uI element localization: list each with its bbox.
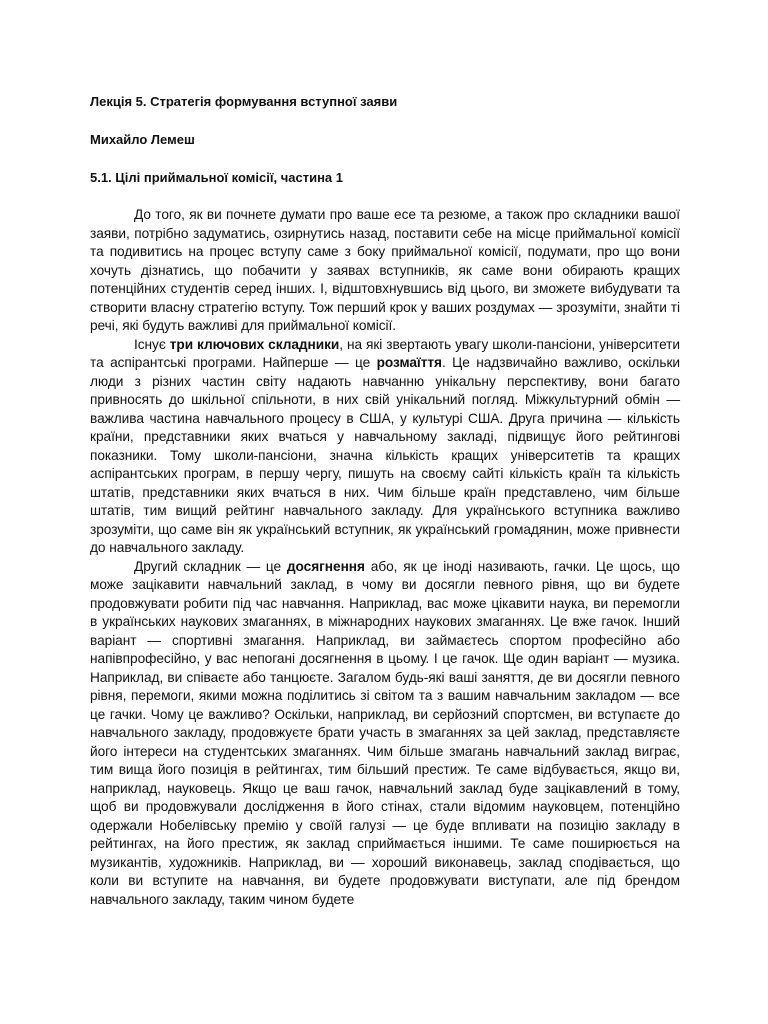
paragraph-3 [90,558,680,910]
paragraph-2 [90,336,680,558]
paragraph-2-text-end: . Це надзвичайно важливо, оскільки люди з різних частин світу надають навчанню унікальну перспективу, вони багато привносять до шкільної спільноти, в них свій унікальний погляд. Міжкультурний обмін — важлива частина навчального процесу в США, у культурі США. Друга причина — кількість країни, представники яких вчаться у навчальному закладі, підвищує його рейтингові показники. Тому школи-пансіони, значна кількість кращих університетів та кращих аспірантських програм, в першу чергу, пишуть на своєму сайті кількість країн та кількість штатів, представники яких вчаться в них. Чим більше країн представлено, чим більше штатів, тим вищий рейтинг навчального закладу. Для українського вступника важливо зрозуміти, що саме він як український вступник, як український громадянин, може привнести до навчального закладу. [90,355,680,555]
section-title: 5.1. Цілі приймальної комісії, частина 1 [90,170,343,185]
lecture-title: Лекція 5. Стратегія формування вступної заяви [90,94,398,109]
paragraph-1-text: До того, як ви почнете думати про ваше есе та резюме, а також про складники вашої заяви, потрібно задуматись, озирнутись назад, поставити себе на місце приймальної комісії та подивитись на процес вступу саме з боку приймальної комісії, подумати, про що вони хочуть дізнатись, що побачити у заявах вступників, як саме вони обирають кращих потенційних студентів серед інших. І, відштовхнувшись від цього, ви зможете вибудувати та створити власну стратегію вступу. Тож перший крок у ваших роздумах — зрозуміти, знайти ті речі, які будуть важливі для приймальної комісії. [90,207,680,333]
bold-term-three-components: три ключових складники [169,336,340,352]
paragraph-2-text-start: Існує [134,336,170,352]
author-name: Михайло Лемеш [90,132,195,147]
paragraph-3-text-end: або, як це іноді називають, гачки. Це щось, що може зацікавити навчальний заклад, в чому ви досягли певного рівня, що ви будете продовжувати робити під час навчання. Наприклад, вас може цікавити наука, ви перемогли в українських наукових змаганнях, в міжнародних наукових змаганнях. Це вже гачок. Інший варіант — спортивні змагання. Наприклад, ви займаєтесь спортом професійно або напівпрофесійно, у вас непогані досягнення в цьому. І це гачок. Ще один варіант — музика. Наприклад, ви співаєте або танцюєте. Загалом будь-які ваші заняття, де ви досягли певного рівня, перемоги, якими можна поділитись зі світом та з вашим навчальним закладом — все це гачки. Чому це важливо? Оскільки, наприклад, ви серйозний спортсмен, ви вступаєте до навчального закладу, продовжуєте брати участь в змаганнях за цей заклад, представляєте його інтереси на студентських змаганнях. Чим більше змагань навчальний заклад виграє, тим вища його позиція в рейтингах, тим більший престиж. Те саме відбувається, якщо ви, наприклад, науковець. Якщо це ваш гачок, навчальний заклад буде зацікавлений в тому, щоб ви продовжували дослідження в його стінах, стали відомим науковцем, потенційно одержали Нобелівську премію у своїй галузі — це буде впливати на позицію закладу в рейтингах, на його престиж, як заклад сприймається іншими. Те саме поширюється на музикантів, художників. Наприклад, ви — хороший виконавець, заклад сподівається, що коли ви вступите на навчання, ви будете продовжувати виступати, але під брендом навчального закладу, таким чином будете [90,558,680,907]
bold-term-diversity: розмаїття [376,355,442,370]
bold-term-achievements: досягнення [286,558,365,574]
paragraph-1 [90,206,680,336]
paragraph-3-text-start: Другий складник — це [134,558,287,574]
document-page [90,93,680,909]
paragraph-2-text-middle: , на які звертають увагу школи-пансіони, університети та аспірантські програми. Найперше — це [90,336,680,370]
